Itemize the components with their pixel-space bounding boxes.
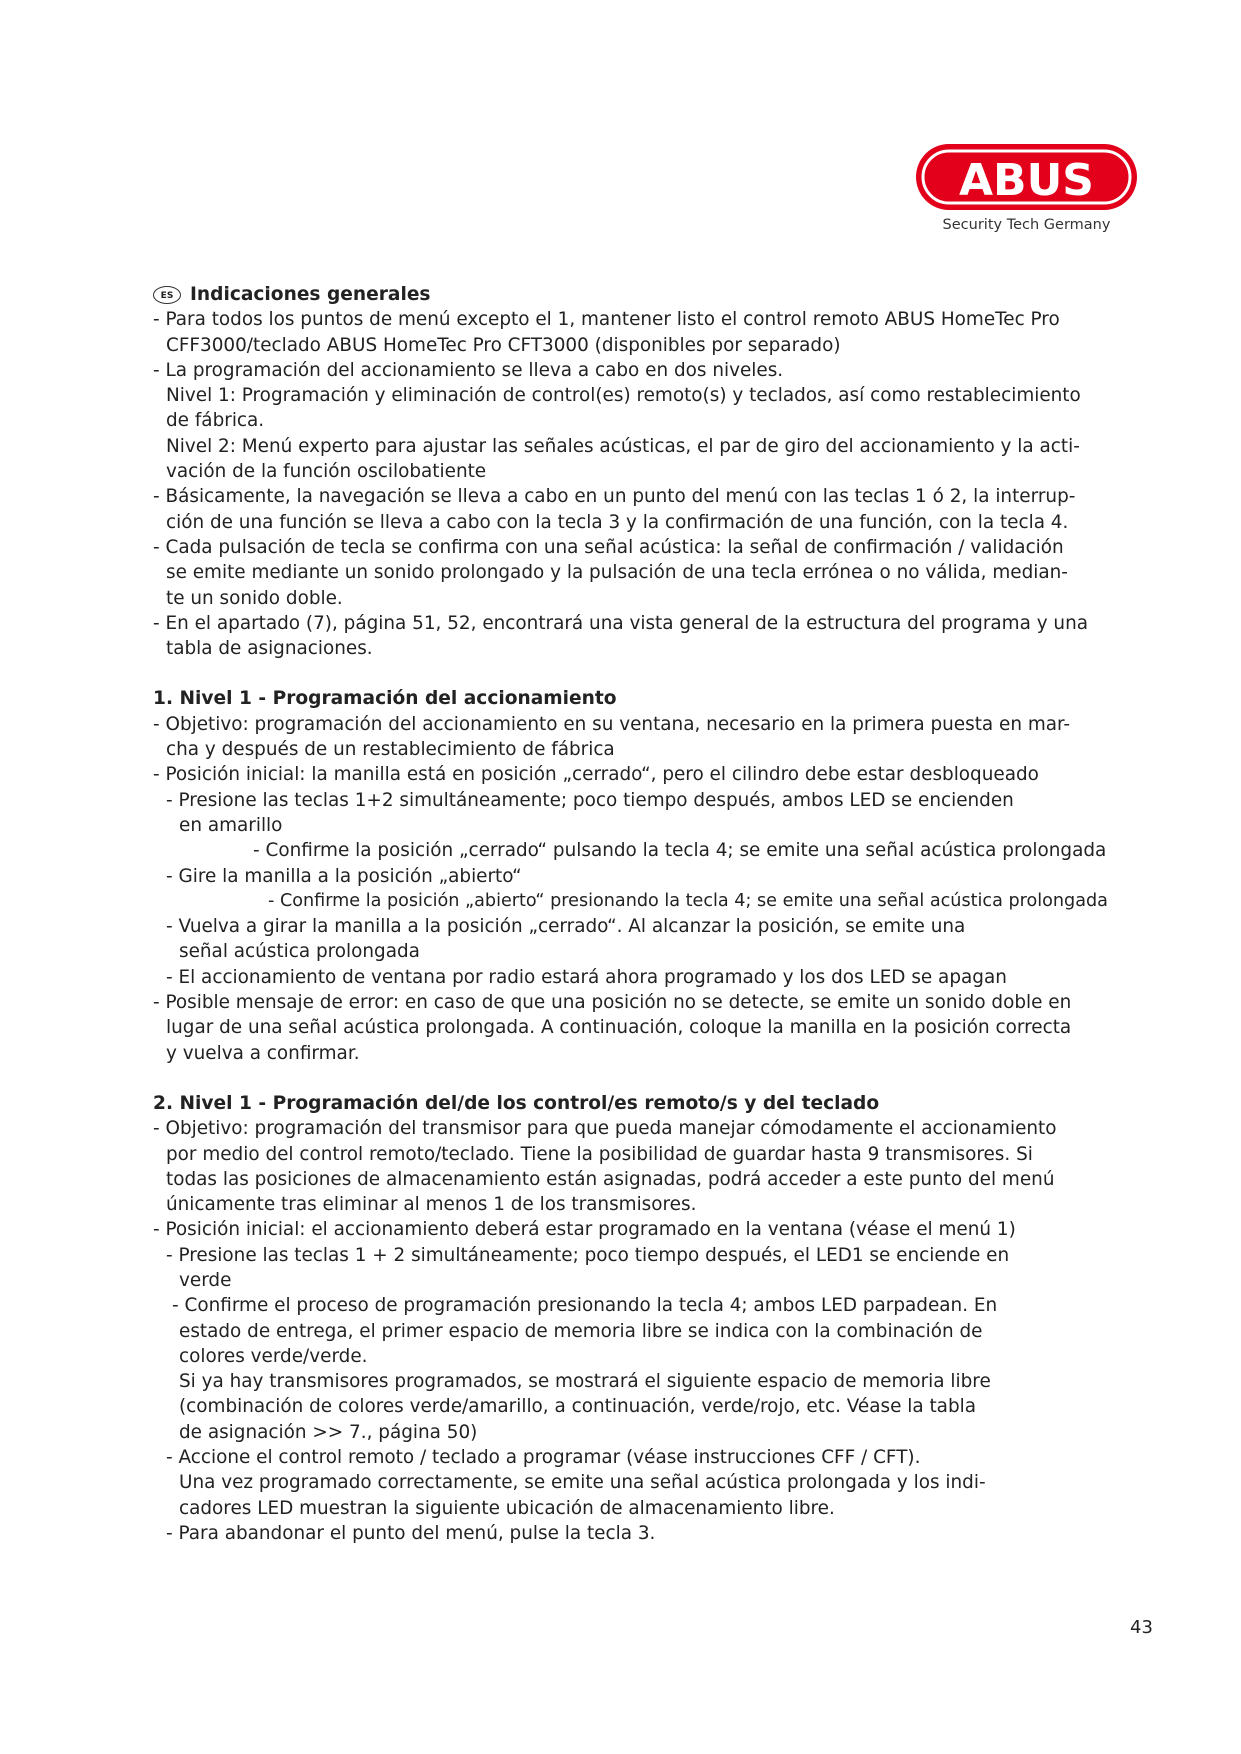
- text-line: - Básicamente, la navegación se lleva a cabo en un punto del menú con las teclas 1 ó 2, la interrup-: [153, 486, 1076, 508]
- text-line: vación de la función oscilobatiente: [166, 461, 487, 483]
- section-1-title: 1. Nivel 1 - Programación del accionamiento: [153, 688, 617, 710]
- text-line: se emite mediante un sonido prolongado y la pulsación de una tecla errónea o no válida, median-: [166, 562, 1068, 584]
- text-line: y vuelva a confirmar.: [166, 1042, 360, 1064]
- text-line: - Confirme la posición „abierto“ presionando la tecla 4; se emite una señal acústica prolongada: [268, 890, 1108, 911]
- text-line: - Presione las teclas 1 + 2 simultáneamente; poco tiempo después, el LED1 se enciende en: [166, 1244, 1010, 1266]
- text-line: Si ya hay transmisores programados, se mostrará el siguiente espacio de memoria libre: [179, 1371, 991, 1393]
- text-line: Nivel 2: Menú experto para ajustar las señales acústicas, el par de giro del accionamiento y la acti-: [166, 435, 1080, 457]
- text-line: - La programación del accionamiento se lleva a cabo en dos niveles.: [153, 359, 784, 381]
- text-line: cha y después de un restablecimiento de fábrica: [166, 739, 615, 761]
- text-line: - Confirme la posición „cerrado“ pulsando la tecla 4; se emite una señal acústica prolongada: [253, 840, 1107, 862]
- text-line: (combinación de colores verde/amarillo, a continuación, verde/rojo, etc. Véase la tabla: [179, 1396, 977, 1418]
- text-line: en amarillo: [179, 814, 283, 836]
- text-line: únicamente tras eliminar al menos 1 de los transmisores.: [166, 1194, 697, 1216]
- text-line: - Presione las teclas 1+2 simultáneamente; poco tiempo después, ambos LED se encienden: [166, 789, 1014, 811]
- text-line: Nivel 1: Programación y eliminación de control(es) remoto(s) y teclados, así como restablecimiento: [166, 385, 1081, 407]
- document-body: [153, 282, 1128, 1546]
- text-line: te un sonido doble.: [166, 587, 343, 609]
- text-line: - Posición inicial: el accionamiento deberá estar programado en la ventana (véase el menú 1): [153, 1219, 1016, 1241]
- text-line: - En el apartado (7), página 51, 52, encontrará una vista general de la estructura del programa y una: [153, 612, 1089, 634]
- text-line: lugar de una señal acústica prolongada. A continuación, coloque la manilla en la posición correcta: [166, 1017, 1072, 1039]
- text-line: - Posible mensaje de error: en caso de que una posición no se detecte, se emite un sonido doble en: [153, 992, 1072, 1014]
- text-line: - Objetivo: programación del accionamiento en su ventana, necesario en la primera puesta en mar-: [153, 713, 1071, 735]
- text-line: CFF3000/teclado ABUS HomeTec Pro CFT3000 (disponibles por separado): [166, 334, 841, 356]
- text-line: colores verde/verde.: [179, 1345, 368, 1367]
- text-line: verde: [179, 1269, 232, 1291]
- text-line: señal acústica prolongada: [179, 941, 420, 963]
- text-line: - Vuelva a girar la manilla a la posición „cerrado“. Al alcanzar la posición, se emite una: [166, 916, 966, 938]
- page-number: 43: [1130, 1617, 1153, 1638]
- section-general-title: Indicaciones generales: [190, 284, 431, 305]
- text-line: todas las posiciones de almacenamiento están asignadas, podrá acceder a este punto del menú: [166, 1168, 1055, 1190]
- text-line: por medio del control remoto/teclado. Tiene la posibilidad de guardar hasta 9 transmisores. Si: [166, 1143, 1033, 1165]
- text-line: - El accionamiento de ventana por radio estará ahora programado y los dos LED se apagan: [166, 966, 1007, 988]
- text-line: Una vez programado correctamente, se emite una señal acústica prolongada y los indi-: [179, 1472, 986, 1494]
- language-es-icon: ES: [153, 286, 181, 304]
- text-line: tabla de asignaciones.: [166, 638, 373, 660]
- section-general-heading: [153, 282, 1128, 307]
- text-line: - Para abandonar el punto del menú, pulse la tecla 3.: [166, 1522, 656, 1544]
- text-line: de fábrica.: [166, 410, 265, 432]
- section-2-title: 2. Nivel 1 - Programación del/de los control/es remoto/s y del teclado: [153, 1092, 880, 1114]
- logo-tagline: Security Tech Germany: [942, 217, 1111, 233]
- text-line: ción de una función se lleva a cabo con la tecla 3 y la confirmación de una función, con la tecla 4.: [166, 511, 1069, 533]
- text-line: cadores LED muestran la siguiente ubicación de almacenamiento libre.: [179, 1497, 835, 1519]
- text-line: estado de entrega, el primer espacio de memoria libre se indica con la combinación de: [179, 1320, 983, 1342]
- text-line: - Accione el control remoto / teclado a programar (véase instrucciones CFF / CFT).: [166, 1447, 921, 1469]
- logo-text: ABUS: [958, 155, 1095, 206]
- text-line: - Posición inicial: la manilla está en posición „cerrado“, pero el cilindro debe estar desbloqueado: [153, 764, 1039, 786]
- text-line: - Para todos los puntos de menú excepto el 1, mantener listo el control remoto ABUS HomeTec Pro: [153, 309, 1060, 331]
- text-line: - Cada pulsación de tecla se confirma con una señal acústica: la señal de confirmación / validación: [153, 536, 1064, 558]
- text-line: - Gire la manilla a la posición „abierto“: [166, 865, 522, 887]
- text-line: de asignación >> 7., página 50): [179, 1421, 478, 1443]
- text-line: - Objetivo: programación del transmisor para que pueda manejar cómodamente el accionamiento: [153, 1118, 1057, 1140]
- text-line: - Confirme el proceso de programación presionando la tecla 4; ambos LED parpadean. En: [172, 1295, 998, 1317]
